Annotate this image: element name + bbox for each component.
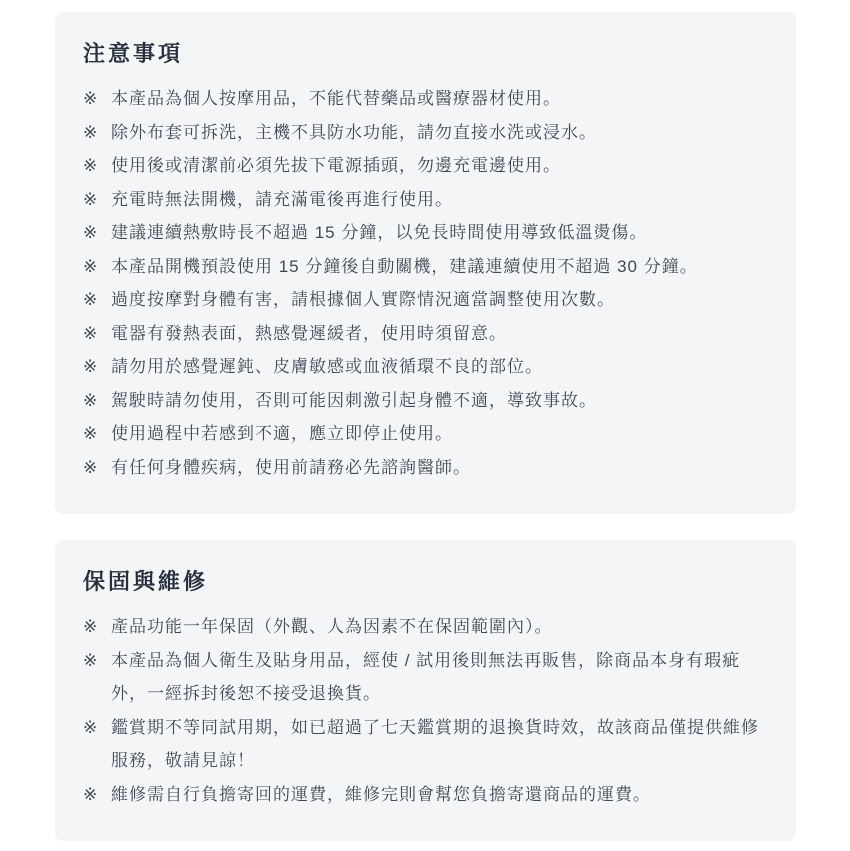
reference-mark: ※ [83,357,99,376]
reference-mark: ※ [83,156,99,175]
reference-mark: ※ [83,424,99,443]
reference-mark: ※ [83,390,99,410]
reference-mark: ※ [83,650,99,670]
notice-item-text: 充電時無法開機，請充滿電後再進行使用。 [111,189,453,209]
notice-item-text: 電器有發熱表面，熱感覺遲緩者，使用時須留意。 [111,323,507,343]
reference-mark: ※ [83,617,99,636]
reference-mark: ※ [83,784,99,804]
reference-mark: ※ [83,122,99,142]
notice-item-text: 請勿用於感覺遲鈍、皮膚敏感或血液循環不良的部位。 [111,357,543,376]
warranty-card [55,540,796,841]
notice-item [83,283,766,317]
warranty-item-text: 鑑賞期不等同試用期，如已超過了七天鑑賞期的退換貨時效，故該商品僅提供維修服務，敬請見諒！ [111,717,759,770]
notice-item-text: 本產品開機預設使用 15 分鐘後自動關機，建議連續使用不超過 30 分鐘。 [111,256,698,276]
notice-item-text: 除外布套可拆洗，主機不具防水功能，請勿直接水洗或浸水。 [111,122,597,142]
notice-item [83,250,766,284]
notice-item [83,417,766,451]
notice-item [83,149,766,183]
warranty-item-text: 本產品為個人衛生及貼身用品，經使 / 試用後則無法再販售，除商品本身有瑕疵外，一經拆封後恕不接受退換貨。 [111,650,741,703]
notice-item-text: 建議連續熱敷時長不超過 15 分鐘，以免長時間使用導致低溫燙傷。 [111,223,648,242]
reference-mark: ※ [83,223,99,242]
notice-item [83,350,766,384]
notice-item [83,116,766,150]
warranty-item [83,610,766,644]
notice-card [55,12,796,514]
notice-card-title: 注意事項 [83,41,184,66]
notice-item-text: 駕駛時請勿使用，否則可能因刺激引起身體不適，導致事故。 [111,390,597,410]
reference-mark: ※ [83,717,99,737]
notice-item [83,451,766,485]
warranty-item [83,711,766,778]
notice-item [83,384,766,418]
notice-item [83,183,766,217]
reference-mark: ※ [83,457,99,477]
notice-item [83,317,766,351]
reference-mark: ※ [83,256,99,276]
warranty-item [83,778,766,812]
notice-item-text: 有任何身體疾病，使用前請務必先諮詢醫師。 [111,457,471,477]
reference-mark: ※ [83,290,99,309]
notice-item-text: 過度按摩對身體有害，請根據個人實際情況適當調整使用次數。 [111,290,615,309]
notice-item [83,216,766,250]
notice-item-text: 使用後或清潔前必須先拔下電源插頭，勿邊充電邊使用。 [111,156,561,175]
reference-mark: ※ [83,89,99,108]
warranty-item [83,644,766,711]
reference-mark: ※ [83,189,99,209]
warranty-item-text: 產品功能一年保固（外觀、人為因素不在保固範圍內）。 [111,617,553,636]
notice-item-text: 使用過程中若感到不適，應立即停止使用。 [111,424,453,443]
notice-item [83,82,766,116]
notice-item-text: 本產品為個人按摩用品，不能代替藥品或醫療器材使用。 [111,89,561,108]
warranty-item-text: 維修需自行負擔寄回的運費，維修完則會幫您負擔寄還商品的運費。 [111,784,651,804]
warranty-card-title: 保固與維修 [83,569,209,594]
reference-mark: ※ [83,323,99,343]
